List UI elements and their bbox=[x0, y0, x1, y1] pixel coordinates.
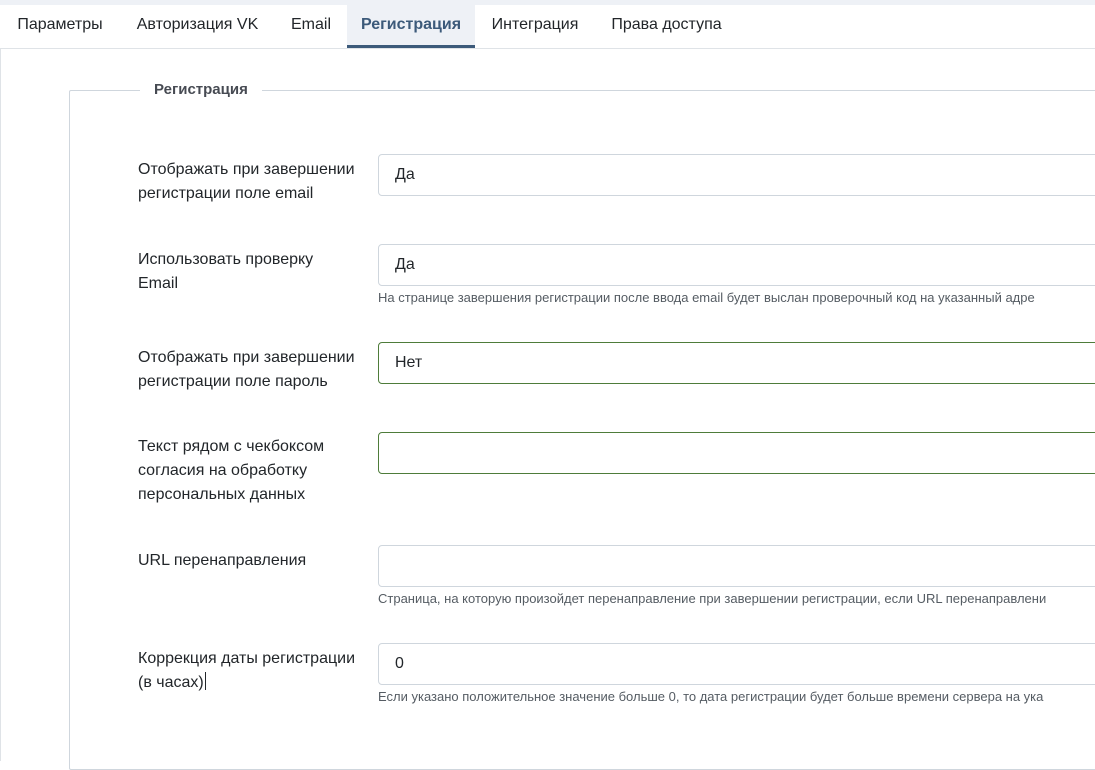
email-verify-label: Использовать проверку Email bbox=[138, 251, 314, 292]
email-verify-select[interactable]: Да bbox=[378, 244, 1095, 286]
show-password-select[interactable]: Нет bbox=[378, 342, 1095, 384]
fieldset-legend: Регистрация bbox=[140, 79, 262, 101]
tab-access-rights[interactable]: Права доступа bbox=[611, 16, 722, 33]
date-correction-label-text: Коррекция даты регистрации (в часах) bbox=[138, 650, 356, 691]
redirect-url-hint: Страница, на которую произойдет перенаправление при завершении регистрации, если URL перенаправлени bbox=[378, 591, 1047, 606]
redirect-url-label: URL перенаправления bbox=[138, 552, 307, 569]
consent-text-label: Текст рядом с чекбоксом согласия на обработку персональных данных bbox=[138, 438, 325, 503]
consent-text-input[interactable] bbox=[378, 432, 1095, 474]
left-border bbox=[0, 49, 1, 761]
tab-registration[interactable]: Регистрация bbox=[347, 5, 475, 48]
tab-integration[interactable]: Интеграция bbox=[491, 16, 579, 33]
show-password-label: Отображать при завершении регистрации поле пароль bbox=[138, 349, 355, 390]
text-cursor bbox=[205, 672, 206, 690]
email-verify-hint: На странице завершения регистрации после ввода email будет выслан проверочный код на указанный адре bbox=[378, 290, 1035, 305]
show-email-label: Отображать при завершении регистрации поле email bbox=[138, 161, 355, 202]
date-correction-hint: Если указано положительное значение больше 0, то дата регистрации будет больше времени сервера на ука bbox=[378, 689, 1044, 704]
date-correction-label bbox=[138, 647, 373, 695]
redirect-url-input[interactable] bbox=[378, 545, 1095, 587]
tab-vk-auth[interactable]: Авторизация VK bbox=[136, 16, 259, 33]
date-correction-input[interactable]: 0 bbox=[378, 643, 1095, 685]
tab-parameters[interactable]: Параметры bbox=[17, 16, 103, 33]
tab-bar bbox=[0, 5, 1095, 49]
show-email-select[interactable]: Да bbox=[378, 154, 1095, 196]
tab-email[interactable]: Email bbox=[290, 16, 331, 33]
